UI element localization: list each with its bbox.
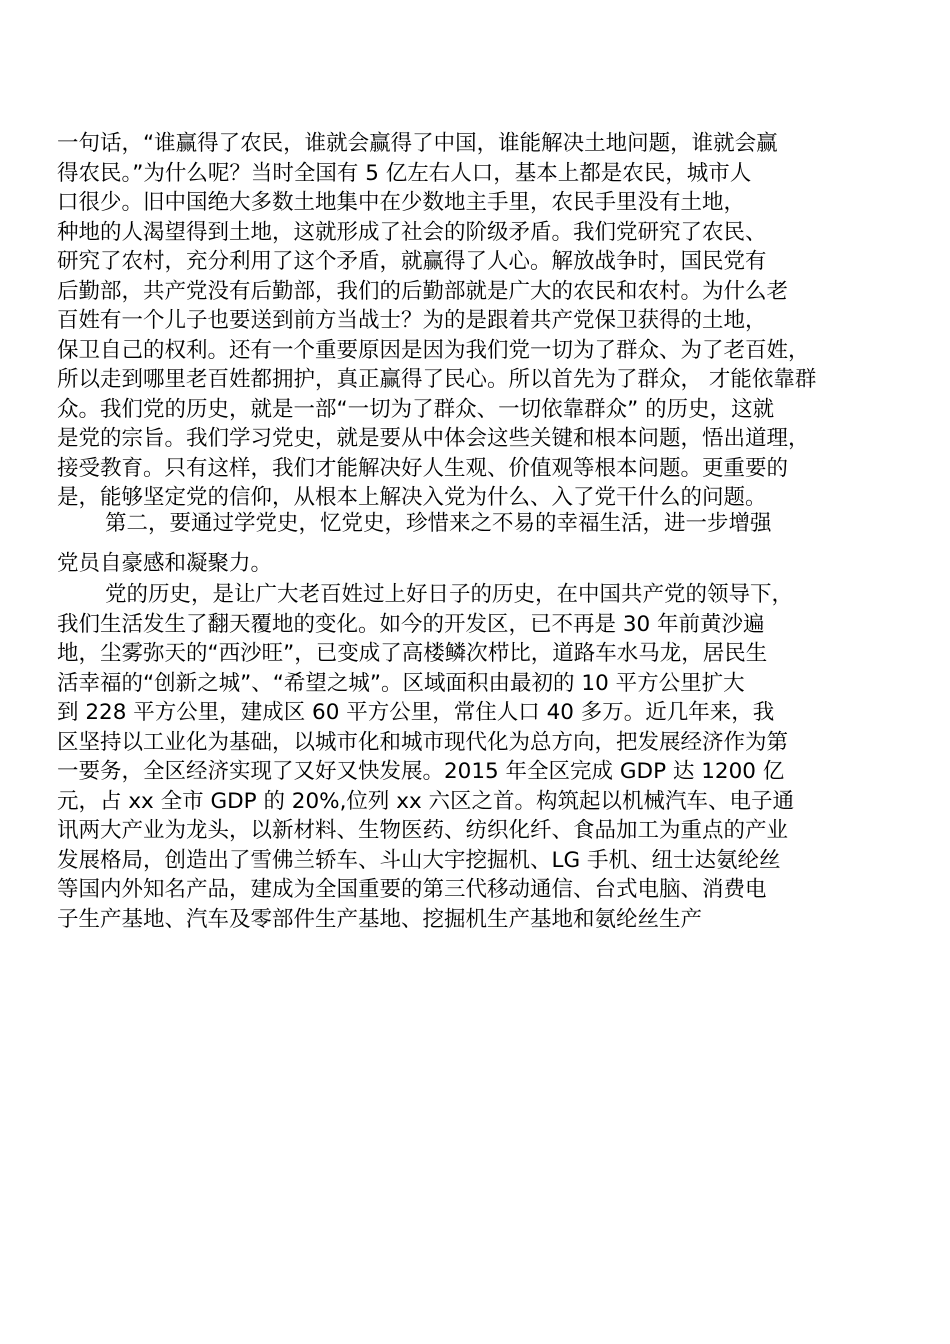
text-line: 活幸福的“创新之城”、“希望之城”。区域面积由最初的 10 平方公里扩大 xyxy=(57,670,745,696)
text-line: 口很少。旧中国绝大多数土地集中在少数地主手里，农民手里没有土地， xyxy=(57,190,746,215)
text-line: 所以走到哪里老百姓都拥护，真正赢得了民心。所以首先为了群众， 才能依靠群 xyxy=(57,367,817,392)
text-line: 等国内外知名产品，建成为全国重要的第三代移动通信、台式电脑、消费电 xyxy=(57,877,767,902)
text-line: 百姓有一个儿子也要送到前方当战士？为的是跟着共产党保卫获得的土地， xyxy=(57,308,767,333)
text-line: 我们生活发生了翻天覆地的变化。如今的开发区，已不再是 30 年前黄沙遍 xyxy=(57,611,765,637)
text-line: 区坚持以工业化为基础，以城市化和城市现代化为总方向，把发展经济作为第 xyxy=(57,729,789,755)
text-line: 研究了农村，充分利用了这个矛盾，就赢得了人心。解放战争时，国民党有 xyxy=(57,249,767,274)
text-line: 地，尘雾弥天的“西沙旺”，已变成了高楼鳞次栉比，道路车水马龙，居民生 xyxy=(57,641,768,666)
text-line: 保卫自己的权利。还有一个重要原因是因为我们党一切为了群众、为了老百姓， xyxy=(57,337,810,363)
text-line: 接受教育。只有这样，我们才能解决好人生观、价值观等根本问题。更重要的 xyxy=(57,455,789,481)
text-line: 是党的宗旨。我们学习党史，就是要从中体会这些关键和根本问题，悟出道理， xyxy=(57,426,810,451)
text-line: 一要务，全区经济实现了又好又快发展。2015 年全区完成 GDP 达 1200 亿 xyxy=(57,759,785,784)
section-heading-second-point xyxy=(57,509,917,578)
text-line: 是，能够坚定党的信仰，从根本上解决入党为什么、入了党干什么的问题。 xyxy=(57,485,767,510)
text-line: 到 228 平方公里，建成区 60 平方公里，常住人口 40 多万。近几年来，我 xyxy=(57,700,775,725)
heading-line: 党员自豪感和凝聚力。 xyxy=(57,550,273,576)
text-line: 种地的人渴望得到土地，这就形成了社会的阶级矛盾。我们党研究了农民、 xyxy=(57,219,767,245)
paragraph-party-history-farmers xyxy=(57,129,917,513)
text-line: 子生产基地、汽车及零部件生产基地、挖掘机生产基地和氨纶丝生产 xyxy=(57,906,703,932)
text-line: 一句话，“谁赢得了农民，谁就会赢得了中国，谁能解决土地问题，谁就会赢 xyxy=(57,131,778,156)
text-line: 讯两大产业为龙头，以新材料、生物医药、纺织化纤、食品加工为重点的产业 xyxy=(57,818,789,843)
text-line: 元，占 xx 全市 GDP 的 20%,位列 xx 六区之首。构筑起以机械汽车、电子通 xyxy=(57,788,795,814)
text-line: 得农民。”为什么呢？当时全国有 5 亿左右人口，基本上都是农民，城市人 xyxy=(57,160,752,186)
text-line: 众。我们党的历史，就是一部“一切为了群众、一切依靠群众” 的历史，这就 xyxy=(57,396,775,422)
text-line: 后勤部，共产党没有后勤部，我们的后勤部就是广大的农民和农村。为什么老 xyxy=(57,278,789,304)
text-line: 发展格局，创造出了雪佛兰轿车、斗山大宇挖掘机、LG 手机、纽士达氨纶丝 xyxy=(57,847,781,873)
paragraph-development-zone xyxy=(57,580,917,934)
text-line: 党的历史，是让广大老百姓过上好日子的历史，在中国共产党的领导下， xyxy=(105,582,794,607)
heading-line: 第二，要通过学党史，忆党史，珍惜来之不易的幸福生活，进一步增强 xyxy=(105,511,772,536)
